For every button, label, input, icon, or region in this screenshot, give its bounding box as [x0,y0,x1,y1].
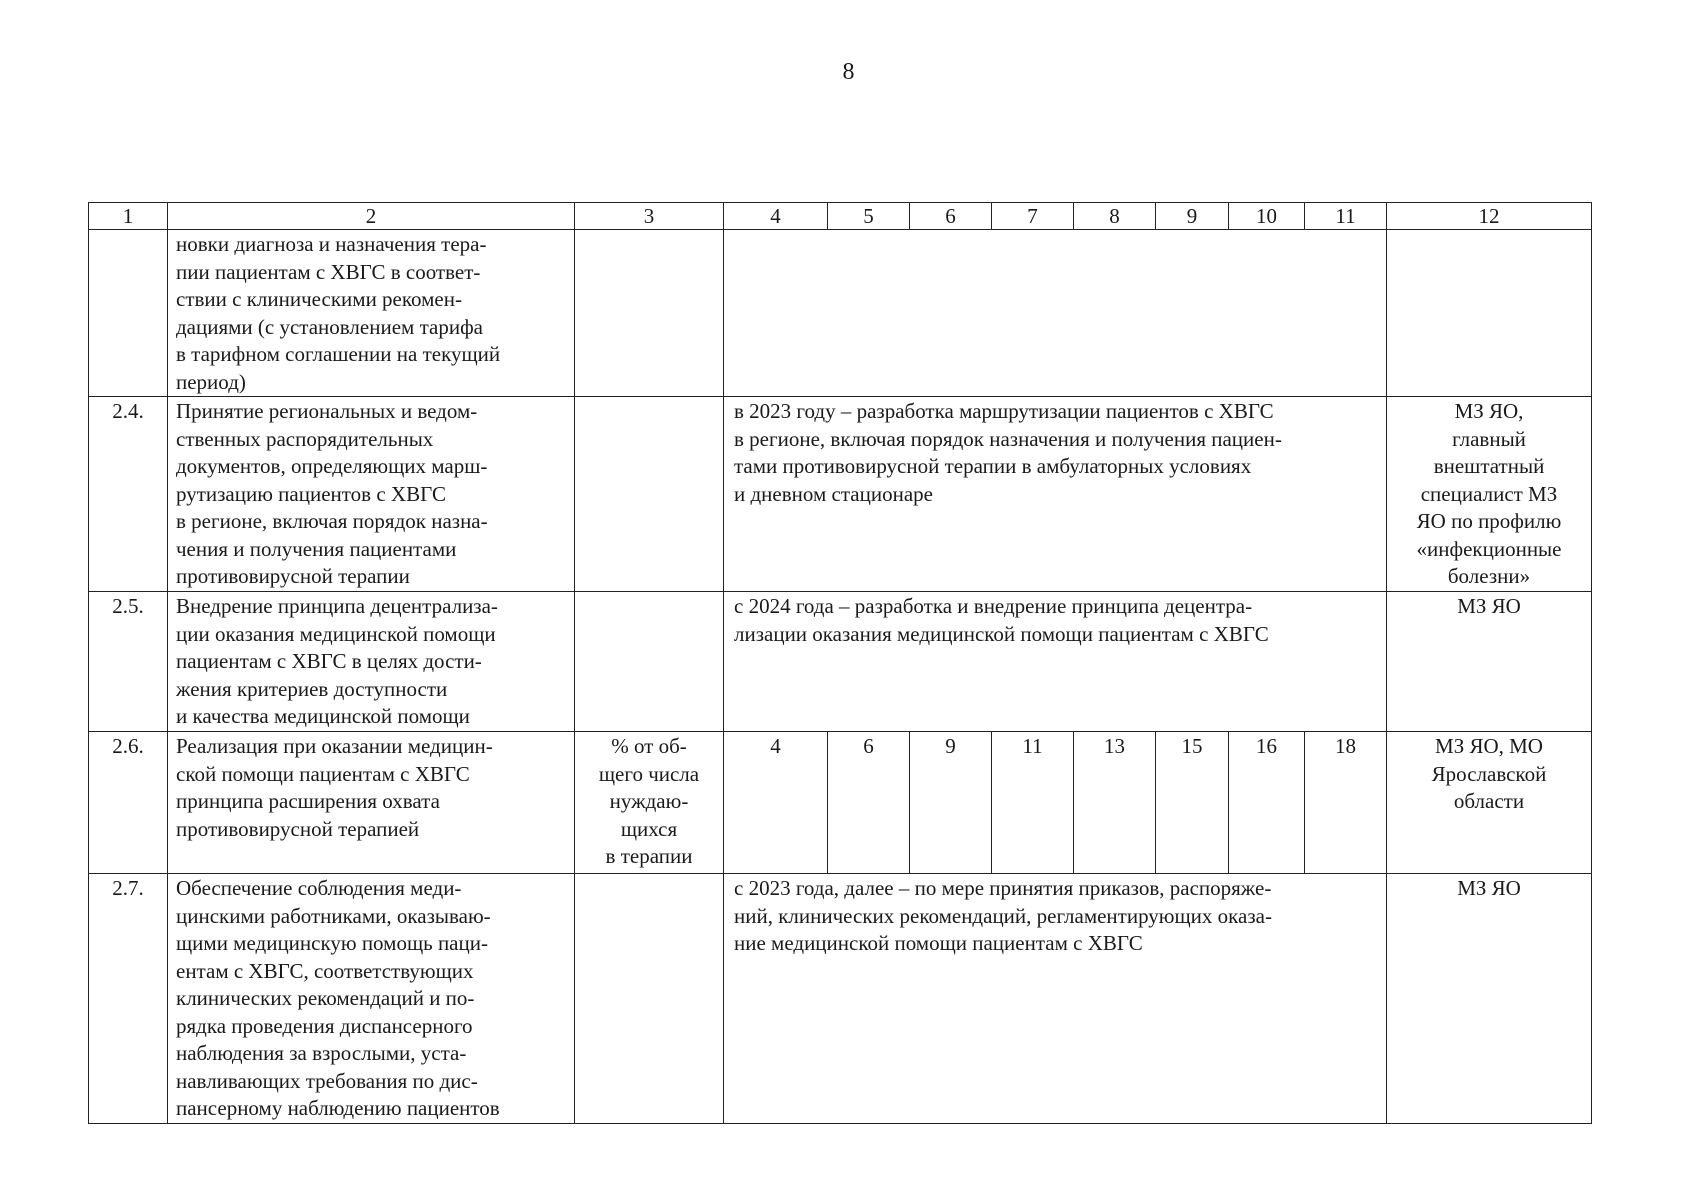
number-cell [89,230,168,397]
cell-line: Ярославской [1431,761,1547,786]
cell-line: МЗ ЯО [1457,876,1521,900]
cell-line: МЗ ЯО, [1454,399,1524,423]
description-cell [168,732,575,874]
cell-line: цинскими работниками, оказываю- [176,903,491,928]
value-cell: 13 [1074,732,1156,874]
cell-line: щихся [620,816,678,841]
cell-line: «инфекционные [1416,536,1562,561]
cell-line: % от об- [611,734,687,758]
continuation-row [89,230,1592,397]
cell-line: клинических рекомендаций и по- [176,986,475,1010]
cell-line: тами противовирусной терапии в амбулаторных условиях [734,454,1252,478]
cell-line: жения критериев доступности [176,676,448,701]
cell-line: Реализация при оказании медицин- [176,734,493,758]
cell-line: щими медицинскую помощь паци- [176,931,488,955]
plan-cell [724,874,1387,1124]
description-cell [168,397,575,592]
header-cell-12: 12 [1387,203,1592,230]
unit-cell [575,230,724,397]
cell-line: ние медицинской помощи пациентам с ХВГС [734,931,1143,955]
table-row [89,397,1592,592]
value-cell: 9 [910,732,992,874]
table-body [89,203,1592,1124]
header-cell-4: 4 [724,203,828,230]
header-row [89,203,1592,230]
cell-line: рутизацию пациентов с ХВГС [176,481,446,506]
header-cell-5: 5 [828,203,910,230]
description-cell [168,230,575,397]
cell-line: лизации оказания медицинской помощи пациентам с ХВГС [734,621,1269,646]
cell-line: противовирусной терапией [176,816,420,841]
cell-line: болезни» [1447,564,1531,588]
cell-line: в регионе, включая порядок назначения и получения пациен- [734,426,1282,451]
cell-line: новки диагноза и назначения тера- [176,232,487,256]
cell-line: Внедрение принципа децентрализа- [176,594,498,618]
cell-line: с 2023 года, далее – по мере принятия приказов, распоряже- [734,876,1272,900]
header-cell-7: 7 [992,203,1074,230]
cell-line: противовирусной терапии [176,564,410,588]
plan-cell [724,592,1387,732]
cell-line: пациентам с ХВГС в целях дости- [176,649,482,673]
unit-cell [575,732,724,874]
responsible-cell [1387,397,1592,592]
cell-line: пии пациентам с ХВГС в соответ- [176,259,481,284]
cell-line: в тарифном соглашении на текущий [176,342,501,366]
cell-line: нуждаю- [609,789,689,813]
cell-line: период) [176,369,246,394]
number-cell: 2.5. [89,592,168,732]
cell-line: ской помощи пациентам с ХВГС [176,761,470,786]
header-cell-3: 3 [575,203,724,230]
cell-line: ствии с клиническими рекомен- [176,287,462,311]
unit-cell [575,874,724,1124]
cell-line: с 2024 года – разработка и внедрение принципа децентра- [734,594,1253,618]
number-cell: 2.6. [89,732,168,874]
header-cell-9: 9 [1156,203,1229,230]
cell-line: ции оказания медицинской помощи [176,621,496,646]
value-cell: 4 [724,732,828,874]
responsible-cell [1387,732,1592,874]
cell-line: Принятие региональных и ведом- [176,399,478,423]
unit-cell [575,397,724,592]
description-cell [168,874,575,1124]
cell-line: области [1453,789,1525,813]
value-cell: 16 [1229,732,1305,874]
cell-line: МЗ ЯО, МО [1435,734,1543,758]
page-number: 8 [842,59,855,85]
cell-line: рядка проведения диспансерного [176,1013,473,1038]
table-row [89,592,1592,732]
cell-line: документов, определяющих марш- [176,454,488,478]
cell-line: в регионе, включая порядок назна- [176,509,488,533]
cell-line: ЯО по профилю [1416,509,1562,533]
cell-line: принципа расширения охвата [176,789,440,813]
cell-line: главный [1452,426,1526,451]
responsible-cell [1387,230,1592,397]
cell-line: Обеспечение соблюдения меди- [176,876,462,900]
header-cell-8: 8 [1074,203,1156,230]
cell-line: и качества медицинской помощи [176,704,470,728]
cell-line: ентам с ХВГС, соответствующих [176,958,474,983]
plan-cell [724,397,1387,592]
unit-cell [575,592,724,732]
header-cell-6: 6 [910,203,992,230]
cell-line: ний, клинических рекомендаций, регламентирующих оказа- [734,903,1272,928]
cell-line: пансерному наблюдению пациентов [176,1096,500,1120]
cell-line: МЗ ЯО [1457,594,1521,618]
cell-line: наблюдения за взрослыми, уста- [176,1041,467,1065]
value-cell: 18 [1305,732,1387,874]
responsible-cell [1387,592,1592,732]
header-cell-11: 11 [1305,203,1387,230]
cell-line: чения и получения пациентами [176,536,457,561]
cell-line: в терапии [605,844,693,868]
cell-line: навливающих требования по дис- [176,1068,478,1093]
cell-line: специалист МЗ [1420,481,1558,506]
cell-line: щего числа [598,761,700,786]
table-row [89,732,1592,874]
plan-cell [724,230,1387,397]
cell-line: внештатный [1433,454,1545,478]
description-cell [168,592,575,732]
header-cell-1: 1 [89,203,168,230]
cell-line: и дневном стационаре [734,481,933,506]
cell-line: ственных распорядительных [176,426,434,451]
value-cell: 6 [828,732,910,874]
table-row [89,874,1592,1124]
cell-line: дациями (с установлением тарифа [176,314,483,339]
cell-line: в 2023 году – разработка маршрутизации пациентов с ХВГС [734,399,1274,423]
number-cell: 2.4. [89,397,168,592]
header-cell-2: 2 [168,203,575,230]
measures-table [88,202,1592,1124]
value-cell: 11 [992,732,1074,874]
number-cell: 2.7. [89,874,168,1124]
header-cell-10: 10 [1229,203,1305,230]
value-cell: 15 [1156,732,1229,874]
responsible-cell [1387,874,1592,1124]
